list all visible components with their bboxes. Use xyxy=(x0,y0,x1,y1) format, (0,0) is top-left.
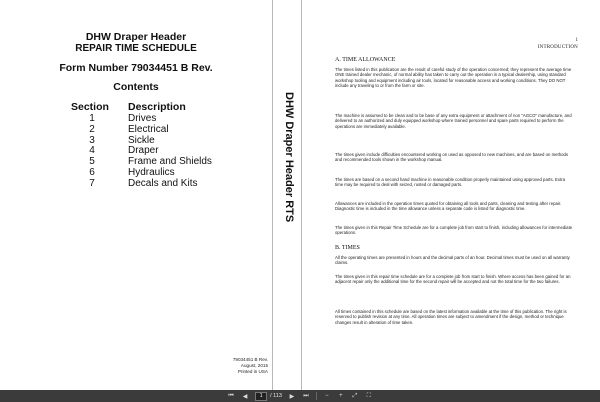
zoom-in-icon[interactable]: + xyxy=(339,393,343,399)
paragraph: The times given in this Repair Time Schedule are for a complete job from start to finish, including allowances for intermediate operations. xyxy=(335,225,573,236)
section-number: 1 xyxy=(89,113,95,124)
section-number: 2 xyxy=(89,123,95,135)
last-page-icon[interactable]: ⏭ xyxy=(303,392,309,399)
zoom-out-icon[interactable]: − xyxy=(325,393,329,399)
spine-title: DHW Draper Header RTS xyxy=(283,92,295,223)
doc-subtitle: REPAIR TIME SCHEDULE xyxy=(75,43,197,54)
heading-time-allowance: A. TIME ALLOWANCE xyxy=(335,57,396,63)
section-number: 5 xyxy=(89,156,95,168)
footer-printed: Printed in USA xyxy=(237,369,268,374)
running-header: INTRODUCTION xyxy=(537,45,578,50)
page-indicator xyxy=(255,392,282,401)
contents-row[interactable] xyxy=(0,145,272,156)
section-column-header: Section xyxy=(71,101,109,113)
page-total: / 113 xyxy=(270,393,282,399)
page-number: 1 xyxy=(575,38,578,43)
contents-row[interactable] xyxy=(0,156,272,167)
form-number: Form Number 79034451 B Rev. xyxy=(59,62,213,74)
contents-row[interactable] xyxy=(0,113,272,124)
paragraph: All the operating times are presented in hours and the decimal parts of an hour. Decimal times must be used on all warranty claims. xyxy=(335,255,570,266)
section-number: 7 xyxy=(89,177,95,189)
footer-form-number: 79034451 B Rev. xyxy=(232,357,268,362)
paragraph: The times given in this repair time schedule are for a complete job from start to finish. Where access has been gained for an adjacent repair only the additional time for the second repair will be accepted and not the total time for the two failures. xyxy=(335,274,571,285)
fit-icon[interactable]: ⤢ xyxy=(352,392,358,399)
contents-row[interactable] xyxy=(0,124,272,135)
contents-row[interactable] xyxy=(0,178,272,189)
section-description: Decals and Kits xyxy=(128,177,198,189)
footer-date: August, 2015 xyxy=(240,363,268,368)
paragraph: Allowances are included in the operation times quoted for obtaining all tools and parts, cleaning and testing after repair. Diagnostic time is included in the time allowance unless a separate code is listed for diagnostic time. xyxy=(335,201,562,212)
prev-page-icon[interactable]: ◀ xyxy=(242,393,248,400)
section-number: 4 xyxy=(89,145,95,157)
section-description: Sickle xyxy=(128,134,155,146)
section-description: Frame and Shields xyxy=(128,156,212,168)
paragraph: The times given include difficulties encountered working on used as opposed to new machines, and are based on methods and recommended tools shown in the workshop manual. xyxy=(335,152,569,163)
section-number: 3 xyxy=(89,134,95,146)
section-description: Drives xyxy=(128,113,157,124)
paragraph: All times contained in this schedule are based on the latest information available at the time of this publication. The right is reserved to publish revision at any time. All operation times are subject to amendment if the design, method or technique changes result in alteration of time taken. xyxy=(335,309,567,325)
viewer-toolbar xyxy=(0,390,600,402)
paragraph: The times are based on a second hand machine in reasonable condition properly maintained using approved parts. Extra time may be required to deal with seized, rusted or damaged parts. xyxy=(335,177,566,188)
section-description: Electrical xyxy=(128,123,169,135)
contents-row[interactable] xyxy=(0,167,272,178)
section-number: 6 xyxy=(89,166,95,178)
page-number-input[interactable]: 1 xyxy=(255,392,267,401)
toolbar-separator xyxy=(316,392,317,400)
paragraph: The times listed in this publication are the result of careful study of the operation concerned; they represent the average time ONE trained dealer mechanic, of normal ability has taken to carry out the operation in a typical dealership, using standard workshop tooling and equipment including air tools, located for reasonable access and working conditions. They DO NOT include any traveling to or from the farm or site. xyxy=(335,67,572,88)
heading-times: B. TIMES xyxy=(335,245,360,251)
contents-table xyxy=(0,113,272,189)
section-description: Hydraulics xyxy=(128,166,175,178)
paragraph: The machine is assumed to be clean and to be base of any extra equipment or attachment of non "AGCO" manufacture, and delivered to an authorized and duly equipped workshop where trained personnel and spare parts required to perform the operations are immediately available. xyxy=(335,113,572,129)
contents-row[interactable] xyxy=(0,135,272,146)
left-page xyxy=(0,0,272,390)
section-description: Draper xyxy=(128,145,159,157)
fullscreen-icon[interactable]: ⛶ xyxy=(366,392,371,399)
next-page-icon[interactable]: ▶ xyxy=(289,393,295,400)
publication-footer xyxy=(190,357,268,375)
doc-title: DHW Draper Header xyxy=(85,31,187,43)
description-column-header: Description xyxy=(128,101,186,113)
contents-heading: Contents xyxy=(113,81,159,93)
first-page-icon[interactable]: ⏮ xyxy=(228,392,234,399)
